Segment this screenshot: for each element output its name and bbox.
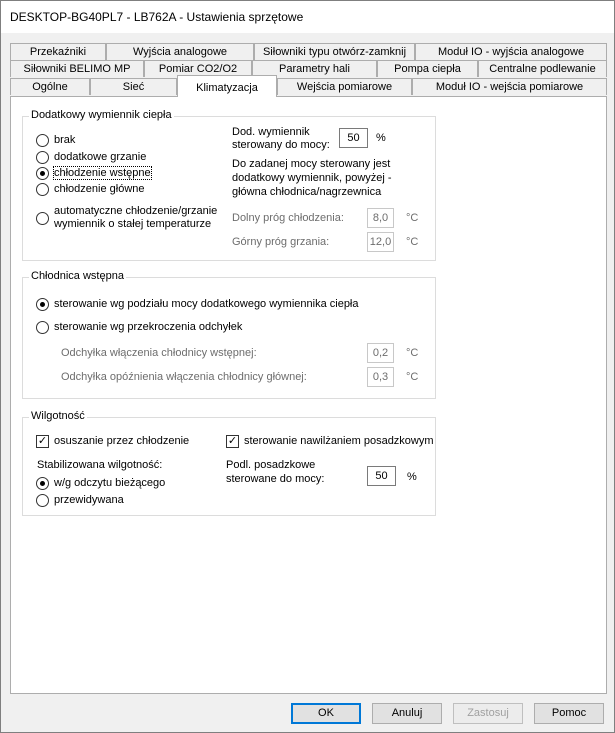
description-line-3: główna chłodnica/nagrzewnica <box>232 186 382 198</box>
deviation-delay-input[interactable]: 0,3 <box>367 367 394 387</box>
checkbox-label-osuszanie[interactable]: osuszanie przez chłodzenie <box>54 435 190 447</box>
floor-power-label-1: Podl. posadzkowe <box>226 459 316 471</box>
tab-modul-io-wejscia[interactable]: Moduł IO - wejścia pomiarowe <box>412 78 607 95</box>
radio-label-automatyczne-1[interactable]: automatyczne chłodzenie/grzanie <box>54 205 218 217</box>
floor-power-label-2: sterowane do mocy: <box>226 473 325 485</box>
tab-przekazniki[interactable]: Przekaźniki <box>10 43 106 60</box>
radio-automatyczne[interactable] <box>36 212 49 225</box>
tab-silowniki-belimo[interactable]: Siłowniki BELIMO MP <box>10 60 144 77</box>
checkbox-label-nawilzanie[interactable]: sterowanie nawilżaniem posadzkowym <box>244 435 434 447</box>
lower-cooling-unit: °C <box>406 212 419 224</box>
floor-power-input[interactable]: 50 <box>367 466 396 486</box>
radio-brak[interactable] <box>36 134 49 147</box>
radio-label-chlodzenie-glowne[interactable]: chłodzenie główne <box>54 183 145 195</box>
radio-label-automatyczne-2[interactable]: wymiennik o stałej temperaturze <box>54 218 212 230</box>
tab-parametry-hali[interactable]: Parametry hali <box>252 60 377 77</box>
group-humidity <box>22 410 436 516</box>
deviation-delay-label: Odchyłka opóźnienia włączenia chłodnicy głównej: <box>61 371 307 383</box>
upper-heating-input[interactable]: 12,0 <box>367 232 394 252</box>
help-button[interactable]: Pomoc <box>534 703 604 724</box>
tab-ogolne[interactable]: Ogólne <box>10 78 90 95</box>
radio-label-podzial-mocy[interactable]: sterowanie wg podziału mocy dodatkowego wymiennika ciepła <box>54 298 359 310</box>
radio-label-brak[interactable]: brak <box>54 134 76 146</box>
stabilized-label: Stabilizowana wilgotność: <box>37 459 163 471</box>
tab-modul-io-wyjscia[interactable]: Moduł IO - wyjścia analogowe <box>415 43 607 60</box>
deviation-on-label: Odchyłka włączenia chłodnicy wstępnej: <box>61 347 257 359</box>
apply-button[interactable]: Zastosuj <box>453 703 523 724</box>
description-line-1: Do zadanej mocy sterowany jest <box>232 158 391 170</box>
tab-row-3 <box>10 78 607 96</box>
lower-cooling-label: Dolny próg chłodzenia: <box>232 212 344 224</box>
power-label-2: sterowany do mocy: <box>232 139 330 151</box>
radio-przewidywana[interactable] <box>36 494 49 507</box>
deviation-delay-unit: °C <box>406 371 419 383</box>
tab-panel-klimatyzacja <box>10 96 607 694</box>
power-label-1: Dod. wymiennik <box>232 126 310 138</box>
tab-wejscia-pomiarowe[interactable]: Wejścia pomiarowe <box>277 78 412 95</box>
window-title: DESKTOP-BG40PL7 - LB762A - Ustawienia sprzętowe <box>10 10 304 24</box>
radio-label-chlodzenie-wstepne[interactable]: chłodzenie wstępne <box>54 167 151 179</box>
tab-klimatyzacja[interactable]: Klimatyzacja <box>177 75 277 97</box>
tab-wyjscia-analogowe[interactable]: Wyjścia analogowe <box>106 43 254 60</box>
radio-label-odczyt-biezacy[interactable]: w/g odczytu bieżącego <box>54 477 166 489</box>
upper-heating-unit: °C <box>406 236 419 248</box>
radio-przekroczenie-odchylek[interactable] <box>36 321 49 334</box>
tab-row-1 <box>10 43 607 61</box>
tab-row-2 <box>10 60 607 78</box>
checkbox-nawilzanie[interactable]: ✓ <box>227 435 238 447</box>
lower-cooling-input[interactable]: 8,0 <box>367 208 394 228</box>
description-line-2: dodatkowy wymiennik, powyżej - <box>232 172 392 184</box>
title-bar[interactable] <box>1 1 614 33</box>
cancel-button[interactable]: Anuluj <box>372 703 442 724</box>
group-heat-exchanger <box>22 109 436 261</box>
radio-dodatkowe-grzanie[interactable] <box>36 151 49 164</box>
radio-chlodzenie-wstepne[interactable] <box>36 167 49 180</box>
radio-chlodzenie-glowne[interactable] <box>36 183 49 196</box>
radio-label-przekroczenie-odchylek[interactable]: sterowanie wg przekroczenia odchyłek <box>54 321 243 333</box>
group-title: Wilgotność <box>31 410 85 422</box>
group-precooler <box>22 270 436 399</box>
power-input[interactable]: 50 <box>339 128 368 148</box>
deviation-on-unit: °C <box>406 347 419 359</box>
radio-label-przewidywana[interactable]: przewidywana <box>54 494 124 506</box>
floor-power-unit: % <box>407 471 417 483</box>
upper-heating-label: Górny próg grzania: <box>232 236 330 248</box>
tab-centralne-podlewanie[interactable]: Centralne podlewanie <box>478 60 607 77</box>
group-title: Chłodnica wstępna <box>31 270 124 282</box>
tab-pompa-ciepla[interactable]: Pompa ciepła <box>377 60 478 77</box>
tab-pomiar-co2[interactable]: Pomiar CO2/O2 <box>144 60 252 77</box>
radio-odczyt-biezacy[interactable] <box>36 477 49 490</box>
radio-label-dodatkowe-grzanie[interactable]: dodatkowe grzanie <box>54 151 147 163</box>
deviation-on-input[interactable]: 0,2 <box>367 343 394 363</box>
group-title: Dodatkowy wymiennik ciepła <box>31 109 172 121</box>
tab-silowniki-otworz-zamknij[interactable]: Siłowniki typu otwórz-zamknij <box>254 43 415 60</box>
checkbox-osuszanie[interactable]: ✓ <box>37 435 48 447</box>
power-unit: % <box>376 132 386 144</box>
radio-podzial-mocy[interactable] <box>36 298 49 311</box>
tab-siec[interactable]: Sieć <box>90 78 177 95</box>
ok-button[interactable]: OK <box>291 703 361 724</box>
